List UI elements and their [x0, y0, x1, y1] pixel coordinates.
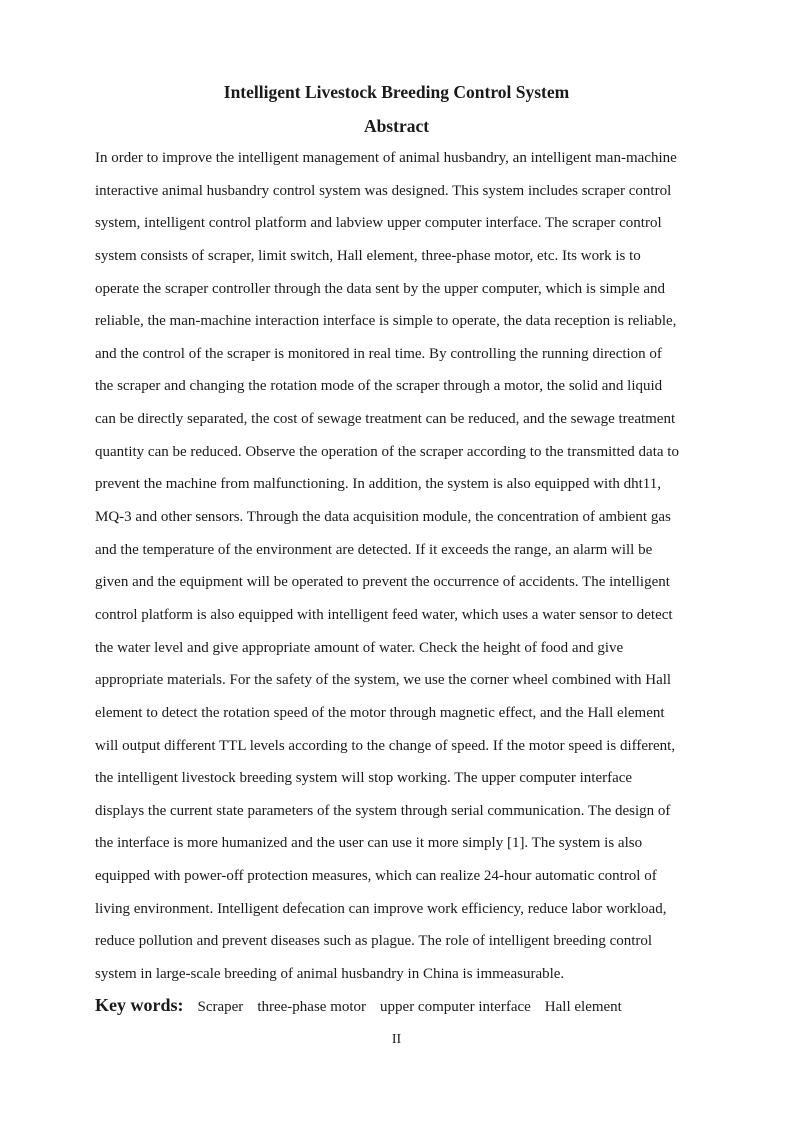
abstract-line: MQ-3 and other sensors. Through the data acquisition module, the concentration of ambient gas	[95, 509, 671, 526]
abstract-line: element to detect the rotation speed of the motor through magnetic effect, and the Hall element	[95, 704, 665, 721]
abstract-line: given and the equipment will be operated to prevent the occurrence of accidents. The intelligent	[95, 574, 670, 591]
abstract-line: the intelligent livestock breeding system will stop working. The upper computer interface	[95, 770, 633, 787]
abstract-line: reduce pollution and prevent diseases such as plague. The role of intelligent breeding control	[95, 933, 653, 950]
keyword: upper computer interface	[380, 999, 531, 1015]
abstract-line: will output different TTL levels according to the change of speed. If the motor speed is different,	[95, 737, 676, 754]
abstract-line: system, intelligent control platform and labview upper computer interface. The scraper control	[95, 215, 662, 232]
abstract-line: and the control of the scraper is monitored in real time. By controlling the running direction of	[95, 345, 662, 362]
abstract-line: and the temperature of the environment are detected. If it exceeds the range, an alarm will be	[95, 541, 653, 558]
document-title: Intelligent Livestock Breeding Control System	[223, 82, 570, 102]
abstract-line: the interface is more humanized and the user can use it more simply [1]. The system is also	[95, 835, 643, 852]
abstract-line: operate the scraper controller through the data sent by the upper computer, which is simple and	[95, 280, 666, 297]
keywords-label: Key words:	[95, 995, 184, 1015]
abstract-line: prevent the machine from malfunctioning. In addition, the system is also equipped with dht11,	[95, 476, 661, 493]
abstract-line: interactive animal husbandry control system was designed. This system includes scraper control	[95, 182, 672, 199]
abstract-line: appropriate materials. For the safety of the system, we use the corner wheel combined with Hall	[95, 672, 672, 689]
abstract-line: system in large-scale breeding of animal husbandry in China is immeasurable.	[95, 966, 565, 983]
abstract-line: equipped with power-off protection measures, which can realize 24-hour automatic control of	[95, 868, 657, 885]
abstract-body	[95, 147, 735, 996]
abstract-line: control platform is also equipped with intelligent feed water, which uses a water sensor to detect	[95, 606, 673, 623]
abstract-heading: Abstract	[363, 116, 430, 136]
keywords-line	[95, 992, 622, 1020]
abstract-line: quantity can be reduced. Observe the operation of the scraper according to the transmitted data to	[95, 443, 679, 460]
keyword: Hall element	[544, 999, 622, 1015]
keyword: three-phase motor	[257, 999, 367, 1015]
keyword: Scraper	[197, 999, 244, 1015]
abstract-line: the scraper and changing the rotation mode of the scraper through a motor, the solid and liquid	[95, 378, 663, 395]
abstract-line: living environment. Intelligent defecation can improve work efficiency, reduce labor workload,	[95, 900, 667, 917]
abstract-line: In order to improve the intelligent management of animal husbandry, an intelligent man-machine	[95, 150, 677, 166]
abstract-line: system consists of scraper, limit switch, Hall element, three-phase motor, etc. Its work is to	[95, 247, 641, 264]
abstract-line: the water level and give appropriate amount of water. Check the height of food and give	[95, 639, 624, 656]
abstract-line: displays the current state parameters of the system through serial communication. The design of	[95, 802, 671, 819]
abstract-line: can be directly separated, the cost of sewage treatment can be reduced, and the sewage treatment	[95, 411, 676, 428]
abstract-line: reliable, the man-machine interaction interface is simple to operate, the data reception is reliable,	[95, 313, 677, 330]
page-number: II	[391, 1032, 402, 1047]
